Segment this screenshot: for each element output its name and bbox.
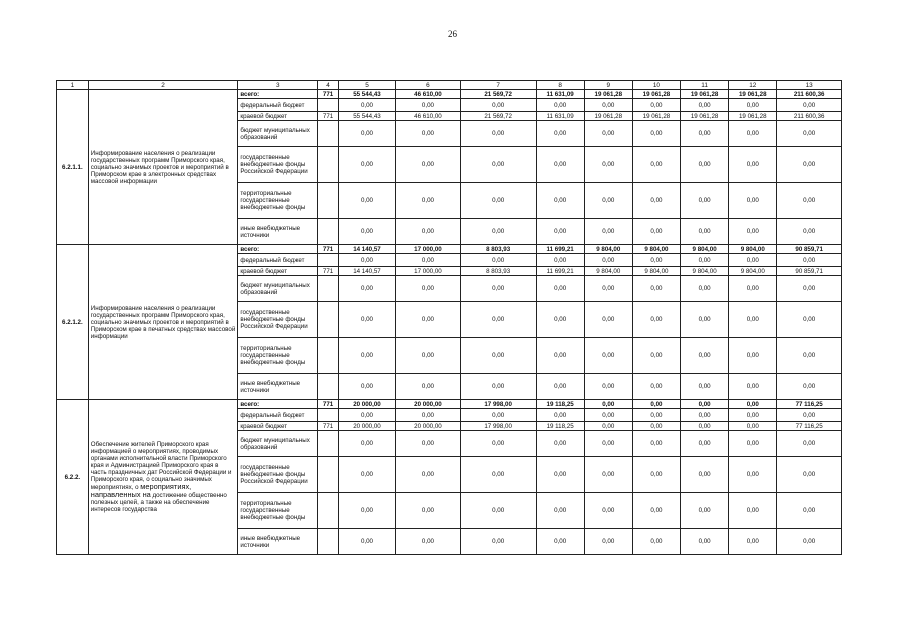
amount-cell: 0,00 xyxy=(777,409,842,422)
amount-cell: 77 116,25 xyxy=(777,400,842,409)
amount-cell: 0,00 xyxy=(681,302,729,338)
budget-code: 771 xyxy=(318,112,338,121)
amount-cell: 0,00 xyxy=(632,99,680,112)
amount-cell: 0,00 xyxy=(729,457,777,493)
amount-cell: 0,00 xyxy=(536,121,584,147)
amount-cell: 0,00 xyxy=(460,147,536,183)
amount-cell: 0,00 xyxy=(460,374,536,400)
funding-source: бюджет муниципальных образований xyxy=(238,276,318,302)
amount-cell: 0,00 xyxy=(396,302,461,338)
amount-cell: 211 600,36 xyxy=(777,90,842,99)
amount-cell: 0,00 xyxy=(338,99,395,112)
amount-cell: 0,00 xyxy=(536,254,584,267)
amount-cell: 9 804,00 xyxy=(681,245,729,254)
amount-cell: 0,00 xyxy=(632,302,680,338)
amount-cell: 0,00 xyxy=(460,457,536,493)
funding-source: государственные внебюджетные фонды Российской Федерации xyxy=(238,302,318,338)
amount-cell: 0,00 xyxy=(584,422,632,431)
amount-cell: 77 116,25 xyxy=(777,422,842,431)
amount-cell: 14 140,57 xyxy=(338,245,395,254)
amount-cell: 0,00 xyxy=(536,409,584,422)
amount-cell: 0,00 xyxy=(584,529,632,555)
amount-cell: 0,00 xyxy=(460,338,536,374)
amount-cell: 17 998,00 xyxy=(460,400,536,409)
amount-cell: 0,00 xyxy=(338,254,395,267)
amount-cell: 19 061,28 xyxy=(632,112,680,121)
amount-cell: 0,00 xyxy=(632,254,680,267)
amount-cell: 0,00 xyxy=(396,374,461,400)
amount-cell: 9 804,00 xyxy=(729,245,777,254)
amount-cell: 19 061,28 xyxy=(584,90,632,99)
item-code: 6.2.1.1. xyxy=(57,90,89,245)
amount-cell: 0,00 xyxy=(681,183,729,219)
amount-cell: 0,00 xyxy=(536,219,584,245)
budget-code xyxy=(318,431,338,457)
budget-table xyxy=(56,80,842,555)
amount-cell: 0,00 xyxy=(681,409,729,422)
amount-cell: 20 000,00 xyxy=(396,422,461,431)
amount-cell: 8 803,93 xyxy=(460,267,536,276)
item-description xyxy=(88,245,238,400)
amount-cell: 0,00 xyxy=(338,374,395,400)
header-cell: 10 xyxy=(632,81,680,90)
amount-cell: 0,00 xyxy=(729,99,777,112)
description-text: достижение общественно полезных целей, а также на обеспечение интересов государства xyxy=(90,492,227,513)
amount-cell: 0,00 xyxy=(729,219,777,245)
item-description xyxy=(88,400,238,555)
amount-cell: 0,00 xyxy=(632,409,680,422)
funding-source: краевой бюджет xyxy=(238,422,318,431)
budget-code xyxy=(318,276,338,302)
budget-code: 771 xyxy=(318,245,338,254)
amount-cell: 46 610,00 xyxy=(396,112,461,121)
budget-code xyxy=(318,302,338,338)
amount-cell: 0,00 xyxy=(536,493,584,529)
header-cell: 6 xyxy=(396,81,461,90)
amount-cell: 0,00 xyxy=(584,302,632,338)
amount-cell: 0,00 xyxy=(681,147,729,183)
funding-source: федеральный бюджет xyxy=(238,99,318,112)
amount-cell: 0,00 xyxy=(729,374,777,400)
amount-cell: 0,00 xyxy=(777,276,842,302)
header-cell: 1 xyxy=(57,81,89,90)
amount-cell: 19 118,25 xyxy=(536,422,584,431)
amount-cell: 0,00 xyxy=(536,431,584,457)
total-row xyxy=(57,245,842,254)
amount-cell: 0,00 xyxy=(396,183,461,219)
amount-cell: 9 804,00 xyxy=(584,245,632,254)
funding-source: иные внебюджетные источники xyxy=(238,374,318,400)
amount-cell: 0,00 xyxy=(729,121,777,147)
amount-cell: 0,00 xyxy=(681,493,729,529)
amount-cell: 9 804,00 xyxy=(632,267,680,276)
amount-cell: 0,00 xyxy=(584,99,632,112)
item-code: 6.2.2. xyxy=(57,400,89,555)
budget-code xyxy=(318,121,338,147)
amount-cell: 19 061,28 xyxy=(584,112,632,121)
amount-cell: 0,00 xyxy=(777,493,842,529)
funding-source: бюджет муниципальных образований xyxy=(238,431,318,457)
amount-cell: 0,00 xyxy=(338,457,395,493)
budget-code: 771 xyxy=(318,267,338,276)
amount-cell: 21 569,72 xyxy=(460,112,536,121)
budget-code: 771 xyxy=(318,422,338,431)
funding-source: иные внебюджетные источники xyxy=(238,219,318,245)
amount-cell: 9 804,00 xyxy=(681,267,729,276)
amount-cell: 0,00 xyxy=(681,338,729,374)
amount-cell: 0,00 xyxy=(584,183,632,219)
funding-source: государственные внебюджетные фонды Российской Федерации xyxy=(238,457,318,493)
funding-source: всего: xyxy=(238,90,318,99)
amount-cell: 11 631,09 xyxy=(536,90,584,99)
amount-cell: 0,00 xyxy=(396,219,461,245)
budget-code xyxy=(318,147,338,183)
amount-cell: 0,00 xyxy=(338,493,395,529)
amount-cell: 0,00 xyxy=(777,338,842,374)
amount-cell: 0,00 xyxy=(632,121,680,147)
description-text: Информирование населения о реализации государственных программ Приморского края, социально значимых проектов и мероприятий в Приморском крае в электронных средствах массовой информации xyxy=(90,149,229,185)
amount-cell: 20 000,00 xyxy=(338,422,395,431)
budget-code xyxy=(318,338,338,374)
amount-cell: 0,00 xyxy=(777,121,842,147)
page-number: 26 xyxy=(448,29,457,39)
amount-cell: 20 000,00 xyxy=(396,400,461,409)
budget-code xyxy=(318,409,338,422)
header-cell: 5 xyxy=(338,81,395,90)
amount-cell: 11 699,21 xyxy=(536,245,584,254)
amount-cell: 0,00 xyxy=(632,147,680,183)
amount-cell: 0,00 xyxy=(536,276,584,302)
amount-cell: 0,00 xyxy=(396,276,461,302)
amount-cell: 0,00 xyxy=(681,374,729,400)
budget-code xyxy=(318,529,338,555)
amount-cell: 0,00 xyxy=(338,121,395,147)
amount-cell: 55 544,43 xyxy=(338,90,395,99)
amount-cell: 0,00 xyxy=(338,529,395,555)
header-cell: 13 xyxy=(777,81,842,90)
amount-cell: 14 140,57 xyxy=(338,267,395,276)
amount-cell: 0,00 xyxy=(396,254,461,267)
amount-cell: 0,00 xyxy=(584,338,632,374)
amount-cell: 0,00 xyxy=(460,302,536,338)
amount-cell: 0,00 xyxy=(584,457,632,493)
amount-cell: 11 631,09 xyxy=(536,112,584,121)
amount-cell: 19 118,25 xyxy=(536,400,584,409)
amount-cell: 19 061,28 xyxy=(681,90,729,99)
amount-cell: 0,00 xyxy=(584,400,632,409)
amount-cell: 17 998,00 xyxy=(460,422,536,431)
amount-cell: 0,00 xyxy=(681,121,729,147)
amount-cell: 0,00 xyxy=(729,400,777,409)
amount-cell: 0,00 xyxy=(729,431,777,457)
amount-cell: 11 699,21 xyxy=(536,267,584,276)
amount-cell: 0,00 xyxy=(460,219,536,245)
amount-cell: 20 000,00 xyxy=(338,400,395,409)
amount-cell: 0,00 xyxy=(460,183,536,219)
amount-cell: 0,00 xyxy=(729,147,777,183)
description-text: мероприятиях, направленных на xyxy=(90,482,192,499)
amount-cell: 0,00 xyxy=(396,99,461,112)
amount-cell: 0,00 xyxy=(584,431,632,457)
funding-source: территориальные государственные внебюджетные фонды xyxy=(238,338,318,374)
amount-cell: 17 000,00 xyxy=(396,245,461,254)
amount-cell: 0,00 xyxy=(396,121,461,147)
amount-cell: 0,00 xyxy=(777,99,842,112)
budget-code xyxy=(318,99,338,112)
amount-cell: 9 804,00 xyxy=(632,245,680,254)
amount-cell: 0,00 xyxy=(338,302,395,338)
funding-source: всего: xyxy=(238,400,318,409)
amount-cell: 46 610,00 xyxy=(396,90,461,99)
amount-cell: 0,00 xyxy=(584,147,632,183)
budget-code: 771 xyxy=(318,90,338,99)
header-cell: 4 xyxy=(318,81,338,90)
amount-cell: 0,00 xyxy=(632,400,680,409)
funding-source: территориальные государственные внебюджетные фонды xyxy=(238,493,318,529)
amount-cell: 0,00 xyxy=(536,457,584,493)
amount-cell: 19 061,28 xyxy=(632,90,680,99)
amount-cell: 0,00 xyxy=(632,493,680,529)
amount-cell: 0,00 xyxy=(396,431,461,457)
amount-cell: 0,00 xyxy=(777,431,842,457)
amount-cell: 0,00 xyxy=(338,219,395,245)
funding-source: государственные внебюджетные фонды Российской Федерации xyxy=(238,147,318,183)
amount-cell: 0,00 xyxy=(681,400,729,409)
amount-cell: 19 061,28 xyxy=(729,90,777,99)
amount-cell: 0,00 xyxy=(729,276,777,302)
amount-cell: 0,00 xyxy=(681,276,729,302)
amount-cell: 21 569,72 xyxy=(460,90,536,99)
amount-cell: 0,00 xyxy=(681,529,729,555)
amount-cell: 90 859,71 xyxy=(777,245,842,254)
amount-cell: 0,00 xyxy=(584,219,632,245)
amount-cell: 0,00 xyxy=(729,493,777,529)
item-code: 6.2.1.2. xyxy=(57,245,89,400)
amount-cell: 0,00 xyxy=(396,338,461,374)
funding-source: всего: xyxy=(238,245,318,254)
amount-cell: 0,00 xyxy=(681,431,729,457)
amount-cell: 0,00 xyxy=(460,99,536,112)
amount-cell: 0,00 xyxy=(777,529,842,555)
amount-cell: 0,00 xyxy=(460,431,536,457)
amount-cell: 0,00 xyxy=(460,493,536,529)
amount-cell: 0,00 xyxy=(460,409,536,422)
amount-cell: 0,00 xyxy=(536,374,584,400)
total-row xyxy=(57,400,842,409)
budget-code xyxy=(318,374,338,400)
amount-cell: 0,00 xyxy=(681,254,729,267)
amount-cell: 0,00 xyxy=(777,302,842,338)
amount-cell: 0,00 xyxy=(632,457,680,493)
header-cell: 8 xyxy=(536,81,584,90)
amount-cell: 0,00 xyxy=(338,276,395,302)
amount-cell: 0,00 xyxy=(777,183,842,219)
amount-cell: 0,00 xyxy=(460,121,536,147)
amount-cell: 0,00 xyxy=(632,183,680,219)
funding-source: федеральный бюджет xyxy=(238,409,318,422)
amount-cell: 0,00 xyxy=(396,493,461,529)
amount-cell: 9 804,00 xyxy=(729,267,777,276)
funding-source: краевой бюджет xyxy=(238,112,318,121)
amount-cell: 0,00 xyxy=(729,529,777,555)
amount-cell: 0,00 xyxy=(396,529,461,555)
amount-cell: 8 803,93 xyxy=(460,245,536,254)
budget-code: 771 xyxy=(318,400,338,409)
amount-cell: 0,00 xyxy=(777,374,842,400)
funding-source: бюджет муниципальных образований xyxy=(238,121,318,147)
amount-cell: 0,00 xyxy=(777,457,842,493)
amount-cell: 0,00 xyxy=(536,147,584,183)
header-cell: 7 xyxy=(460,81,536,90)
amount-cell: 0,00 xyxy=(338,183,395,219)
header-cell: 2 xyxy=(88,81,238,90)
funding-source: федеральный бюджет xyxy=(238,254,318,267)
amount-cell: 0,00 xyxy=(777,147,842,183)
amount-cell: 90 859,71 xyxy=(777,267,842,276)
amount-cell: 17 000,00 xyxy=(396,267,461,276)
amount-cell: 0,00 xyxy=(729,409,777,422)
budget-code xyxy=(318,219,338,245)
amount-cell: 0,00 xyxy=(338,147,395,183)
amount-cell: 0,00 xyxy=(729,338,777,374)
amount-cell: 0,00 xyxy=(632,338,680,374)
amount-cell: 0,00 xyxy=(536,529,584,555)
amount-cell: 0,00 xyxy=(460,276,536,302)
amount-cell: 0,00 xyxy=(584,493,632,529)
amount-cell: 0,00 xyxy=(584,409,632,422)
amount-cell: 0,00 xyxy=(681,219,729,245)
amount-cell: 0,00 xyxy=(632,374,680,400)
amount-cell: 0,00 xyxy=(338,431,395,457)
amount-cell: 0,00 xyxy=(460,529,536,555)
amount-cell: 211 600,36 xyxy=(777,112,842,121)
description-text: Обеспечение жителей Приморского края информацией о мероприятиях, проводимых органами исполнительной власти Приморского края и Администрацией Приморского края в часть праздничных дат Российской Федерации и Приморского края, о социально значимых мероприятиях, о xyxy=(90,441,232,491)
amount-cell: 0,00 xyxy=(584,121,632,147)
amount-cell: 0,00 xyxy=(460,254,536,267)
amount-cell: 0,00 xyxy=(396,457,461,493)
amount-cell: 0,00 xyxy=(396,409,461,422)
header-cell: 9 xyxy=(584,81,632,90)
item-description xyxy=(88,90,238,245)
total-row xyxy=(57,90,842,99)
budget-code xyxy=(318,254,338,267)
amount-cell: 0,00 xyxy=(584,276,632,302)
amount-cell: 0,00 xyxy=(536,183,584,219)
amount-cell: 0,00 xyxy=(584,254,632,267)
amount-cell: 0,00 xyxy=(681,422,729,431)
amount-cell: 0,00 xyxy=(729,422,777,431)
amount-cell: 0,00 xyxy=(536,302,584,338)
amount-cell: 0,00 xyxy=(729,183,777,219)
budget-code xyxy=(318,183,338,219)
header-cell: 12 xyxy=(729,81,777,90)
amount-cell: 0,00 xyxy=(632,276,680,302)
budget-code xyxy=(318,457,338,493)
header-cell: 11 xyxy=(681,81,729,90)
amount-cell: 0,00 xyxy=(632,431,680,457)
funding-source: территориальные государственные внебюджетные фонды xyxy=(238,183,318,219)
amount-cell: 0,00 xyxy=(729,302,777,338)
amount-cell: 0,00 xyxy=(632,529,680,555)
funding-source: иные внебюджетные источники xyxy=(238,529,318,555)
description-text: Информирование населения о реализации государственных программ Приморского края, социально значимых проектов и мероприятий в Приморском крае в печатных средствах массовой информации xyxy=(90,304,236,340)
amount-cell: 0,00 xyxy=(584,374,632,400)
amount-cell: 19 061,28 xyxy=(729,112,777,121)
amount-cell: 0,00 xyxy=(338,409,395,422)
amount-cell: 55 544,43 xyxy=(338,112,395,121)
amount-cell: 0,00 xyxy=(777,219,842,245)
amount-cell: 0,00 xyxy=(777,254,842,267)
amount-cell: 0,00 xyxy=(396,147,461,183)
amount-cell: 0,00 xyxy=(536,338,584,374)
amount-cell: 0,00 xyxy=(681,457,729,493)
amount-cell: 0,00 xyxy=(632,219,680,245)
amount-cell: 0,00 xyxy=(338,338,395,374)
amount-cell: 0,00 xyxy=(729,254,777,267)
amount-cell: 0,00 xyxy=(536,99,584,112)
amount-cell: 0,00 xyxy=(681,99,729,112)
amount-cell: 9 804,00 xyxy=(584,267,632,276)
header-row xyxy=(57,81,842,90)
amount-cell: 0,00 xyxy=(632,422,680,431)
budget-code xyxy=(318,493,338,529)
funding-source: краевой бюджет xyxy=(238,267,318,276)
header-cell: 3 xyxy=(238,81,318,90)
amount-cell: 19 061,28 xyxy=(681,112,729,121)
